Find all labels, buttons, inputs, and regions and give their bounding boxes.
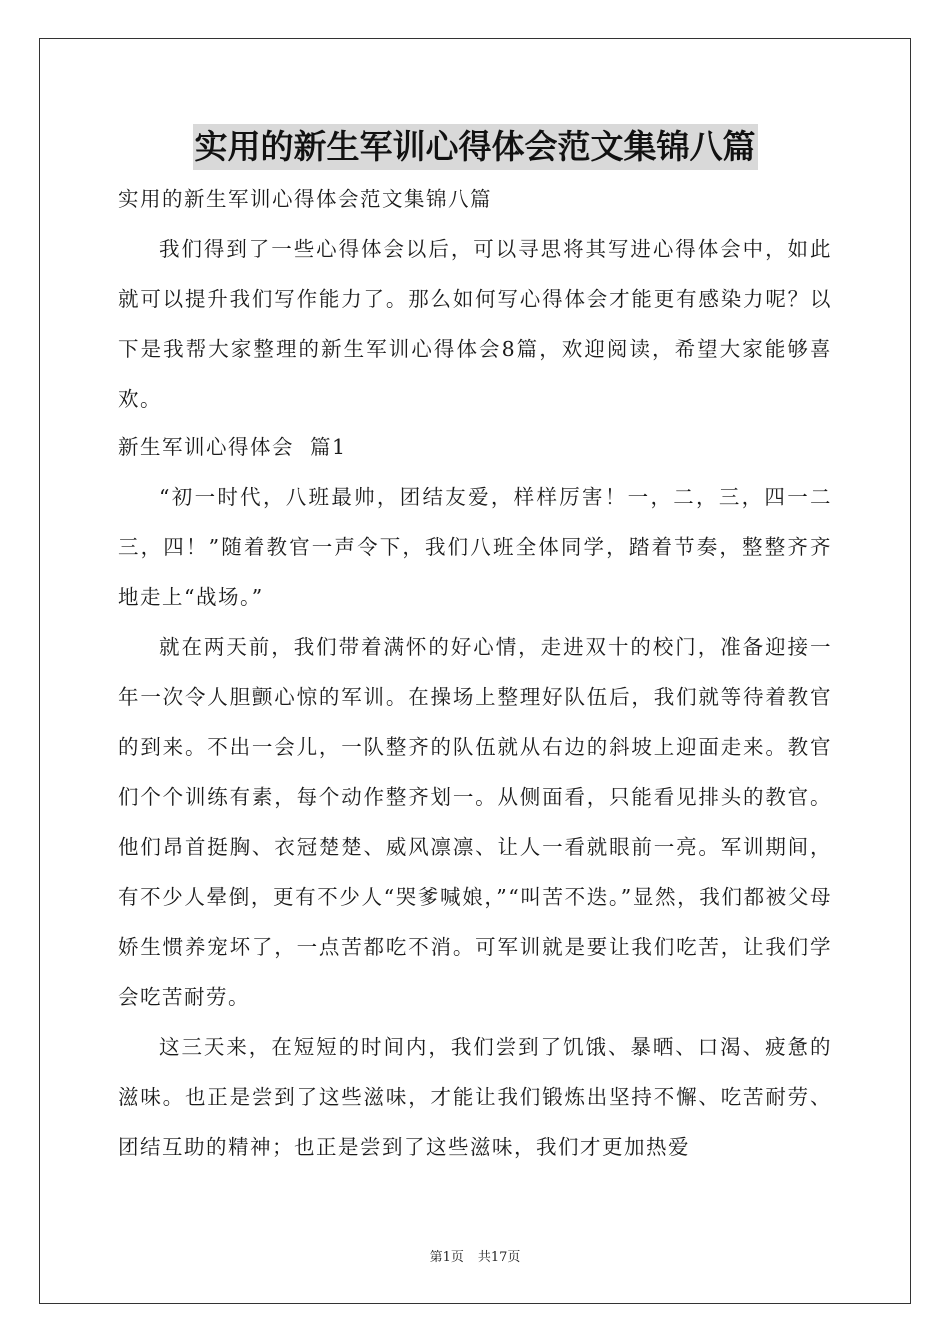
document-body (118, 180, 832, 1172)
page-total: 共17页 (477, 1250, 521, 1265)
document-title: 实用的新生军训心得体会范文集锦八篇 (193, 124, 758, 170)
intro-paragraph: 我们得到了一些心得体会以后，可以寻思将其写进心得体会中，如此就可以提升我们写作能力了。那么如何写心得体会才能更有感染力呢？以下是我帮大家整理的新生军训心得体会8篇，欢迎阅读，希望大家能够喜欢。 (118, 237, 832, 411)
body-paragraph-1: “初一时代，八班最帅，团结友爱，样样厉害！一，二，三，四一二三，四！”随着教官一声令下，我们八班全体同学，踏着节奏，整整齐齐地走上“战场。” (118, 485, 832, 609)
page-number: 第1页 (429, 1250, 464, 1265)
page-footer (0, 1246, 950, 1265)
body-paragraph-2: 就在两天前，我们带着满怀的好心情，走进双十的校门，准备迎接一年一次令人胆颤心惊的军训。在操场上整理好队伍后，我们就等待着教官的到来。不出一会儿，一队整齐的队伍就从右边的斜坡上迎面走来。教官们个个训练有素，每个动作整齐划一。从侧面看，只能看见排头的教官。他们昂首挺胸、衣冠楚楚、威风凛凛、让人一看就眼前一亮。军训期间，有不少人晕倒，更有不少人“哭爹喊娘，”“叫苦不迭。”显然，我们都被父母娇生惯养宠坏了，一点苦都吃不消。可军训就是要让我们吃苦，让我们学会吃苦耐劳。 (118, 635, 832, 1009)
title-container (0, 124, 950, 170)
body-paragraph-3: 这三天来，在短短的时间内，我们尝到了饥饿、暴晒、口渴、疲惫的滋味。也正是尝到了这些滋味，才能让我们锻炼出坚持不懈、吃苦耐劳、团结互助的精神；也正是尝到了这些滋味，我们才更加热爱 (118, 1035, 832, 1159)
section-heading: 新生军训心得体会 篇1 (118, 435, 347, 459)
document-subtitle: 实用的新生军训心得体会范文集锦八篇 (118, 187, 492, 211)
